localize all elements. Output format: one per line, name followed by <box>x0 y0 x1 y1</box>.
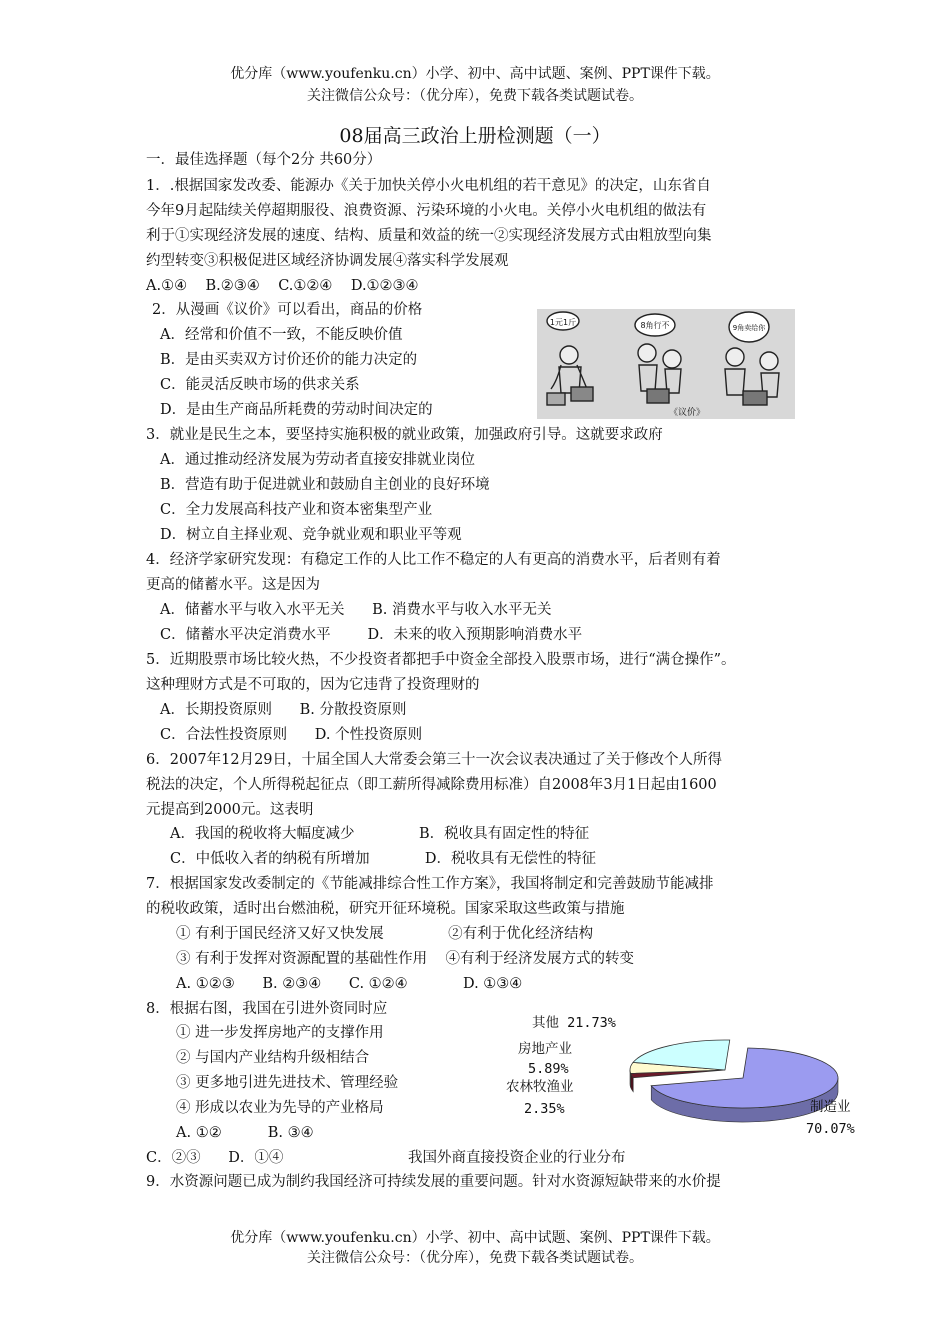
page-title: 08届高三政治上册检测题（一） <box>339 125 611 147</box>
chart-caption: 我国外商直接投资企业的行业分布 <box>408 1150 626 1166</box>
q7-statements-12: ① 有利于国民经济又好又快发展 ②有利于优化经济结构 <box>176 926 594 942</box>
pie-label-agri-value: 2.35% <box>524 1101 565 1117</box>
q8-statement-2: ② 与国内产业结构升级相结合 <box>176 1050 370 1066</box>
footer-line-2: 关注微信公众号：（优分库），免费下载各类试题试卷。 <box>307 1250 643 1266</box>
q1-options: A.①④ B.②③④ C.①②④ D.①②③④ <box>146 278 419 294</box>
q2-option-b: B．是由买卖双方讨价还价的能力决定的 <box>160 352 418 368</box>
q3-stem: 3．就业是民生之本，要坚持实施积极的就业政策，加强政府引导。这就要求政府 <box>146 427 663 443</box>
q7-options: A. ①②③ B. ②③④ C. ①②④ D. ①③④ <box>176 976 523 992</box>
q5-line-1: 5．近期股票市场比较火热，不少投资者都把手中资金全部投入股票市场，进行“满仓操作”。 <box>146 652 736 668</box>
q7-line-1: 7．根据国家发改委制定的《节能减排综合性工作方案》，我国将制定和完善鼓励节能减排 <box>146 876 714 892</box>
q8-statement-1: ① 进一步发挥房地产的支撑作用 <box>176 1025 384 1041</box>
pie-label-realestate-name: 房地产业 <box>518 1041 572 1057</box>
q4-options-cd: C．储蓄水平决定消费水平 D．未来的收入预期影响消费水平 <box>160 627 583 643</box>
q1-line-2: 今年9月起陆续关停超期服役、浪费资源、污染环境的小火电。关停小火电机组的做法有 <box>146 203 707 219</box>
pie-label-manufacturing-name: 制造业 <box>810 1099 851 1115</box>
q2-option-c: C．能灵活反映市场的供求关系 <box>160 377 360 393</box>
pie-label-realestate-value: 5.89% <box>528 1061 569 1077</box>
q8-statement-4: ④ 形成以农业为先导的产业格局 <box>176 1100 384 1116</box>
cartoon-bubble-2: 8角行不 <box>640 321 670 330</box>
q6-line-1: 6．2007年12月29日，十届全国人大常委会第三十一次会议表决通过了关于修改个人所得 <box>146 752 723 768</box>
q8-statement-3: ③ 更多地引进先进技术、管理经验 <box>176 1075 399 1091</box>
q2-option-a: A．经常和价值不一致，不能反映价值 <box>160 327 403 343</box>
pie-label-agri-name: 农林牧渔业 <box>506 1079 574 1095</box>
q1-line-3: 利于①实现经济发展的速度、结构、质量和效益的统一②实现经济发展方式由粗放型向集 <box>146 228 712 244</box>
cartoon-caption: 《议价》 <box>668 408 706 418</box>
q2-stem: 2．从漫画《议价》可以看出，商品的价格 <box>152 302 423 318</box>
q1-line-4: 约型转变③积极促进区域经济协调发展④落实科学发展观 <box>146 253 509 269</box>
q4-line-2: 更高的储蓄水平。这是因为 <box>146 577 320 593</box>
q7-line-2: 的税收政策，适时出台燃油税，研究开征环境税。国家采取这些政策与措施 <box>146 901 625 917</box>
cartoon-bubble-1: 1元1斤 <box>549 318 577 327</box>
footer-line-1: 优分库（www.youfenku.cn）小学、初中、高中试题、案例、PPT课件下载。 <box>230 1230 720 1246</box>
q5-line-2: 这种理财方式是不可取的，因为它违背了投资理财的 <box>146 677 480 693</box>
section-heading: 一．最佳选择题（每个2分 共60分） <box>146 152 382 168</box>
q8-stem: 8．根据右图，我国在引进外资同时应 <box>146 1001 388 1017</box>
q1-line-1: 1．.根据国家发改委、能源办《关于加快关停小火电机组的若干意见》的决定，山东省自 <box>146 178 711 194</box>
q9-line-1: 9．水资源问题已成为制约我国经济可持续发展的重要问题。针对水资源短缺带来的水价提 <box>146 1174 721 1190</box>
q6-options-cd: C．中低收入者的纳税有所增加 D．税收具有无偿性的特征 <box>170 851 597 867</box>
q8-options-cd: C．②③ D．①④ <box>146 1150 284 1166</box>
header-line-1: 优分库（www.youfenku.cn）小学、初中、高中试题、案例、PPT课件下载。 <box>230 66 720 82</box>
q5-options-cd: C．合法性投资原则 D. 个性投资原则 <box>160 727 423 743</box>
q7-statements-34: ③ 有利于发挥对资源配置的基础性作用 ④有利于经济发展方式的转变 <box>176 951 635 967</box>
q3-option-d: D．树立自主择业观、竞争就业观和职业平等观 <box>160 527 462 543</box>
q3-option-b: B．营造有助于促进就业和鼓励自主创业的良好环境 <box>160 477 490 493</box>
q6-line-2: 税法的决定，个人所得税起征点（即工薪所得减除费用标准）自2008年3月1日起由1600 <box>146 777 717 793</box>
q8-options-ab: A. ①② B. ③④ <box>176 1125 314 1141</box>
cartoon-bubble-3: 9角卖给你 <box>732 324 766 332</box>
q6-options-ab: A．我国的税收将大幅度减少 B．税收具有固定性的特征 <box>170 826 590 842</box>
q5-options-ab: A．长期投资原则 B. 分散投资原则 <box>160 702 407 718</box>
q4-line-1: 4．经济学家研究发现：有稳定工作的人比工作不稳定的人有更高的消费水平，后者则有着 <box>146 552 721 568</box>
q2-option-d: D．是由生产商品所耗费的劳动时间决定的 <box>160 402 433 418</box>
pie-label-other-value: 21.73% <box>567 1015 616 1031</box>
pie-label-other-name: 其他 <box>532 1015 559 1031</box>
q3-option-a: A．通过推动经济发展为劳动者直接安排就业岗位 <box>160 452 475 468</box>
q4-options-ab: A．储蓄水平与收入水平无关 B. 消费水平与收入水平无关 <box>160 602 552 618</box>
q3-option-c: C．全力发展高科技产业和资本密集型产业 <box>160 502 433 518</box>
header-line-2: 关注微信公众号：（优分库），免费下载各类试题试卷。 <box>307 88 643 104</box>
pie-label-manufacturing-value: 70.07% <box>806 1121 855 1137</box>
q6-line-3: 元提高到2000元。这表明 <box>146 802 314 818</box>
bargaining-cartoon <box>537 309 795 419</box>
